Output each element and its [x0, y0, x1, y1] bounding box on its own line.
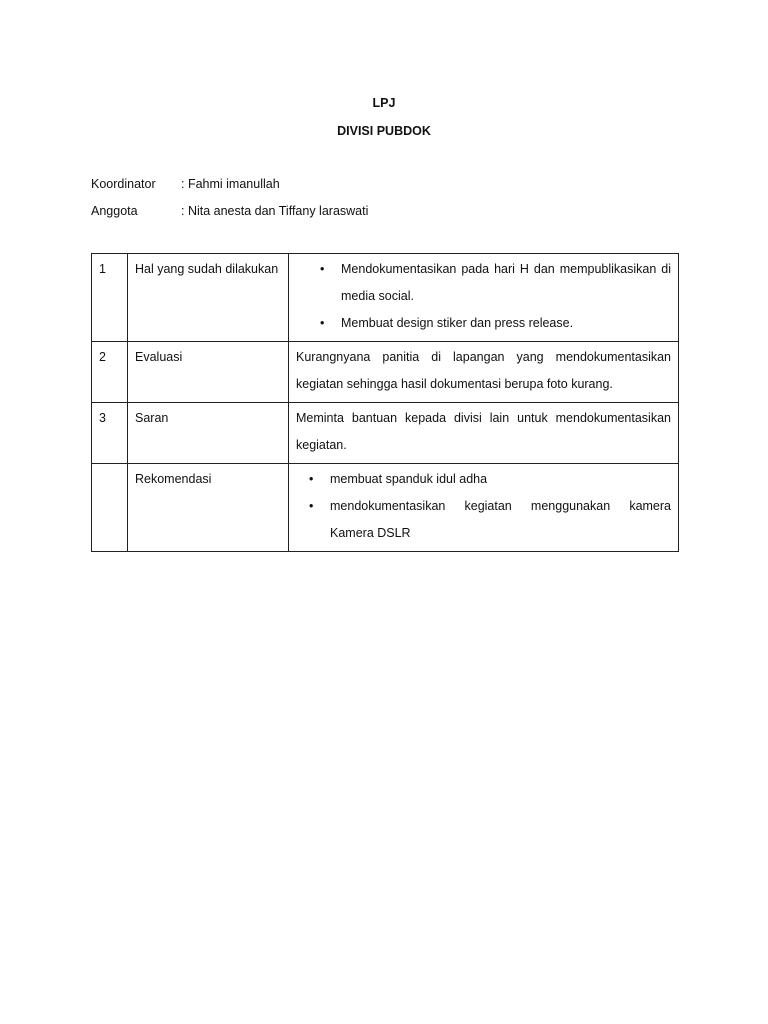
row-label: Hal yang sudah dilakukan: [128, 254, 289, 342]
row-number: 3: [92, 403, 128, 464]
bullet-icon: •: [320, 262, 325, 276]
list-item-text: Membuat design stiker dan press release.: [341, 316, 574, 330]
document-subtitle: DIVISI PUBDOK: [337, 124, 431, 138]
list-item-text: membuat spanduk idul adha: [330, 472, 488, 486]
bullet-list: [296, 256, 671, 337]
document-title: LPJ: [372, 96, 396, 110]
bullet-icon: •: [309, 472, 314, 486]
row-label: Saran: [128, 403, 289, 464]
koordinator-label: Koordinator: [91, 177, 156, 191]
bullet-list: [296, 466, 671, 547]
koordinator-value: : Fahmi imanullah: [181, 177, 280, 191]
lpj-table: [91, 253, 679, 552]
bullet-icon: •: [309, 499, 314, 513]
list-item: [296, 310, 671, 337]
row-content: Meminta bantuan kepada divisi lain untuk mendokumentasikan kegiatan.: [289, 403, 679, 464]
row-number: 1: [92, 254, 128, 342]
row-content: [289, 254, 679, 342]
anggota-row: [91, 204, 368, 218]
list-item-text: mendokumentasikan kegiatan menggunakan kamera Kamera DSLR: [330, 499, 671, 540]
row-number: 2: [92, 342, 128, 403]
list-item: [296, 493, 671, 547]
table-row: [92, 464, 679, 552]
row-number: [92, 464, 128, 552]
table-row: [92, 403, 679, 464]
list-item-text: Mendokumentasikan pada hari H dan mempublikasikan di media social.: [341, 262, 671, 303]
row-content: [289, 464, 679, 552]
row-label: Rekomendasi: [128, 464, 289, 552]
table-row: [92, 254, 679, 342]
list-item: [296, 256, 671, 310]
bullet-icon: •: [320, 316, 325, 330]
anggota-value: : Nita anesta dan Tiffany laraswati: [181, 204, 369, 218]
row-label: Evaluasi: [128, 342, 289, 403]
list-item: [296, 466, 671, 493]
anggota-label: Anggota: [91, 204, 138, 218]
table-row: [92, 342, 679, 403]
row-content: Kurangnyana panitia di lapangan yang mendokumentasikan kegiatan sehingga hasil dokumentasi berupa foto kurang.: [289, 342, 679, 403]
koordinator-row: [91, 177, 280, 191]
